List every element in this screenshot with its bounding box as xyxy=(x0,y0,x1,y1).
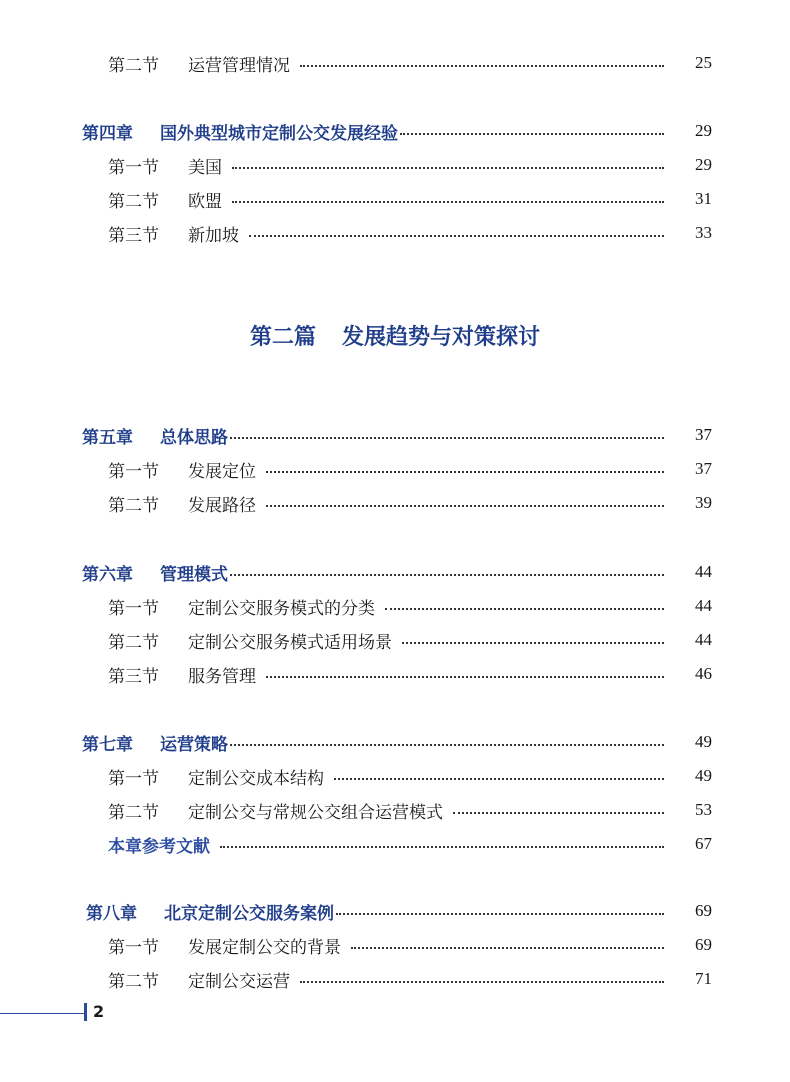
part-number: 第二篇 xyxy=(249,325,316,350)
page-number: 37 xyxy=(695,459,712,478)
references-label: 本章参考文献 xyxy=(108,836,210,857)
toc-section-row[interactable] xyxy=(0,150,790,180)
dot-leader xyxy=(230,744,664,746)
page-number: 31 xyxy=(695,189,712,208)
toc-section-row[interactable] xyxy=(0,795,790,825)
page-number: 29 xyxy=(695,121,712,140)
section-label xyxy=(108,662,256,687)
section-title: 定制公交成本结构 xyxy=(188,768,324,789)
page-number: 44 xyxy=(695,630,712,649)
section-title: 定制公交服务模式的分类 xyxy=(188,598,375,619)
section-number: 第二节 xyxy=(108,971,159,992)
section-label xyxy=(108,153,222,178)
section-number: 第三节 xyxy=(108,225,159,246)
chapter-label xyxy=(86,899,334,924)
page-number: 69 xyxy=(695,935,712,954)
chapter-title: 北京定制公交服务案例 xyxy=(164,903,334,924)
dot-leader xyxy=(400,133,664,135)
part-title[interactable] xyxy=(0,320,790,351)
section-title: 美国 xyxy=(188,157,222,178)
dot-leader xyxy=(249,235,664,237)
toc-chapter-row[interactable] xyxy=(0,727,790,757)
section-title: 定制公交服务模式适用场景 xyxy=(188,632,392,653)
page-number: 39 xyxy=(695,493,712,512)
page-number: 44 xyxy=(695,562,712,581)
chapter-number: 第四章 xyxy=(82,123,133,144)
chapter-label xyxy=(82,119,398,144)
section-number: 第一节 xyxy=(108,461,159,482)
section-label xyxy=(108,187,222,212)
dot-leader xyxy=(232,167,664,169)
chapter-label xyxy=(82,730,228,755)
section-number: 第二节 xyxy=(108,802,159,823)
toc-section-row[interactable] xyxy=(0,625,790,655)
dot-leader xyxy=(266,471,664,473)
section-label xyxy=(108,51,290,76)
section-title: 发展定制公交的背景 xyxy=(188,937,341,958)
toc-chapter-row[interactable] xyxy=(0,557,790,587)
section-number: 第二节 xyxy=(108,495,159,516)
chapter-title: 总体思路 xyxy=(160,427,228,448)
section-label xyxy=(108,628,392,653)
section-label xyxy=(108,798,443,823)
dot-leader xyxy=(385,608,664,610)
section-label xyxy=(108,457,256,482)
toc-chapter-row[interactable] xyxy=(0,896,790,926)
section-number: 第一节 xyxy=(108,598,159,619)
dot-leader xyxy=(230,437,664,439)
section-number: 第二节 xyxy=(108,55,159,76)
page-number: 44 xyxy=(695,596,712,615)
dot-leader xyxy=(266,676,664,678)
toc-section-row[interactable] xyxy=(0,964,790,994)
dot-leader xyxy=(266,505,664,507)
page-number: 33 xyxy=(695,223,712,242)
chapter-number: 第五章 xyxy=(82,427,133,448)
section-title: 运营管理情况 xyxy=(188,55,290,76)
toc-section-row[interactable] xyxy=(0,930,790,960)
chapter-title: 运营策略 xyxy=(160,734,228,755)
section-number: 第一节 xyxy=(108,157,159,178)
chapter-title: 国外典型城市定制公交发展经验 xyxy=(160,123,398,144)
page-number: 49 xyxy=(695,766,712,785)
dot-leader xyxy=(334,778,664,780)
page-number: 29 xyxy=(695,155,712,174)
section-title: 发展路径 xyxy=(188,495,256,516)
dot-leader xyxy=(402,642,664,644)
dot-leader xyxy=(220,846,664,848)
page-number: 53 xyxy=(695,800,712,819)
page-number: 49 xyxy=(695,732,712,751)
section-number: 第二节 xyxy=(108,632,159,653)
dot-leader xyxy=(453,812,664,814)
toc-section-row[interactable] xyxy=(0,761,790,791)
page-number: 69 xyxy=(695,901,712,920)
toc-section-row[interactable] xyxy=(0,591,790,621)
section-title: 新加坡 xyxy=(188,225,239,246)
footer-marker xyxy=(84,1003,87,1021)
section-number: 第一节 xyxy=(108,937,159,958)
dot-leader xyxy=(351,947,664,949)
chapter-label xyxy=(82,423,228,448)
section-label xyxy=(108,491,256,516)
section-number: 第二节 xyxy=(108,191,159,212)
section-label xyxy=(108,594,375,619)
page-number: 37 xyxy=(695,425,712,444)
chapter-number: 第六章 xyxy=(82,564,133,585)
toc-section-row[interactable] xyxy=(0,218,790,248)
dot-leader xyxy=(230,574,664,576)
footer-page-number: 2 xyxy=(93,1002,105,1021)
section-label xyxy=(108,967,290,992)
page-number: 71 xyxy=(695,969,712,988)
section-title: 定制公交运营 xyxy=(188,971,290,992)
footer-rule xyxy=(0,1013,84,1014)
section-title: 服务管理 xyxy=(188,666,256,687)
dot-leader xyxy=(336,913,664,915)
dot-leader xyxy=(300,981,664,983)
page-number: 46 xyxy=(695,664,712,683)
part-heading: 发展趋势与对策探讨 xyxy=(342,325,541,350)
toc-section-row[interactable] xyxy=(0,454,790,484)
section-title: 欧盟 xyxy=(188,191,222,212)
section-title: 定制公交与常规公交组合运营模式 xyxy=(188,802,443,823)
toc-chapter-row[interactable] xyxy=(0,420,790,450)
page-number: 25 xyxy=(695,53,712,72)
section-label xyxy=(108,221,239,246)
toc-section-row[interactable] xyxy=(0,48,790,78)
section-label xyxy=(108,933,341,958)
section-number: 第三节 xyxy=(108,666,159,687)
chapter-number: 第七章 xyxy=(82,734,133,755)
section-title: 发展定位 xyxy=(188,461,256,482)
chapter-title: 管理模式 xyxy=(160,564,228,585)
page-number: 67 xyxy=(695,834,712,853)
section-number: 第一节 xyxy=(108,768,159,789)
dot-leader xyxy=(232,201,664,203)
toc-section-row[interactable] xyxy=(0,488,790,518)
toc-section-row[interactable] xyxy=(0,184,790,214)
toc-section-row[interactable] xyxy=(0,659,790,689)
chapter-label xyxy=(82,560,228,585)
dot-leader xyxy=(300,65,664,67)
chapter-number: 第八章 xyxy=(86,903,137,924)
toc-chapter-row[interactable] xyxy=(0,116,790,146)
toc-references-row[interactable] xyxy=(0,829,790,859)
section-label xyxy=(108,764,324,789)
